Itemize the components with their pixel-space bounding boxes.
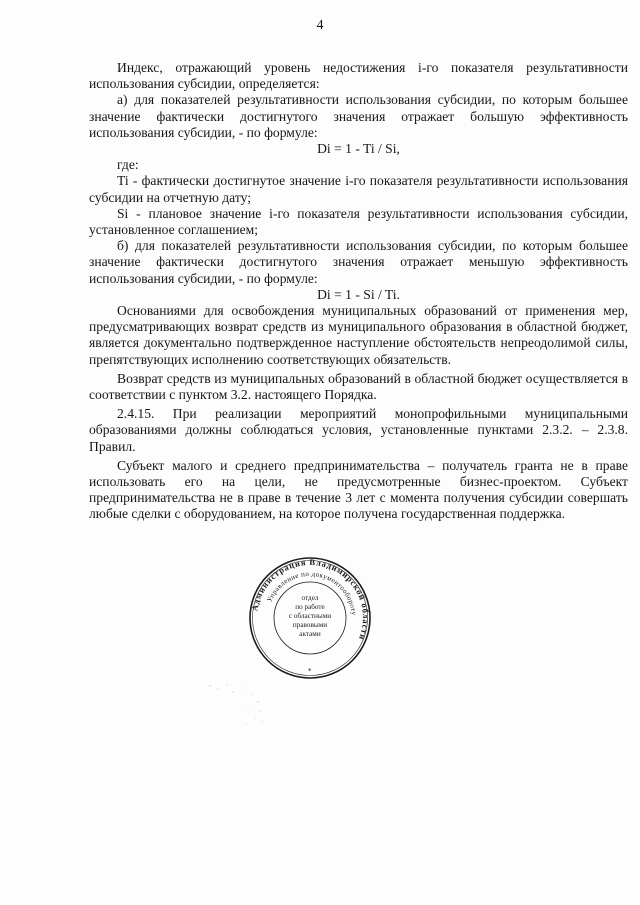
stamp-outer-ring-text: Администрация Владимирской области xyxy=(249,556,372,642)
paragraph-case-a: а) для показателей результативности использования субсидии, по которым большее значение фактически достигнутого значения отражает большую эффективность использования субсидии, - по формуле: xyxy=(89,92,628,140)
stamp-star: * xyxy=(308,667,312,675)
formula-a: Di = 1 - Ti / Si, xyxy=(317,141,400,157)
document-body xyxy=(89,60,628,523)
stamp-center-line: правовыми xyxy=(292,621,328,629)
stamp-center-line: по работе xyxy=(295,603,325,611)
paragraph-ti-definition: Ti - фактически достигнутое значение i-го показателя результативности использования субсидии на отчетную дату; xyxy=(89,173,628,205)
stamp-inner-ring-text: Управление по документообороту xyxy=(265,569,358,616)
page-number: 4 xyxy=(316,18,324,33)
stamp-center-line: отдел xyxy=(301,594,319,602)
paragraph-refund: Возврат средств из муниципальных образований в областной бюджет осуществляется в соответствии с пунктом 3.2. настоящего Порядка. xyxy=(89,370,628,403)
formula-b: Di = 1 - Si / Ti. xyxy=(317,286,400,302)
paragraph-case-b: б) для показателей результативности использования субсидии, по которым большее значение фактически достигнутого значения отражает меньшую эффективность использования субсидии, - по формуле: xyxy=(89,238,628,286)
paragraph-2-4-15: 2.4.15. При реализации мероприятий монопрофильными муниципальными образованиями должны соблюдаться условия, установленные пунктами 2.3.2. – 2.3.8. Правил. xyxy=(89,406,628,454)
paragraph-where: где: xyxy=(117,157,139,173)
official-stamp xyxy=(238,556,382,680)
stamp-center-line: с областными xyxy=(288,612,332,620)
paragraph-si-definition: Si - плановое значение i-го показателя результативности использования субсидии, установленное соглашением; xyxy=(89,205,628,238)
stamp-center-line: актами xyxy=(299,630,321,638)
paragraph-grant-usage: Субъект малого и среднего предпринимательства – получатель гранта не в праве использовать его на цели, не предусмотренные бизнес-проектом. Субъект предпринимательства не в праве в течение 3 лет с момента получения субсидии совершать любые сделки с оборудованием, на которое получена государственная поддержка. xyxy=(89,457,628,522)
scan-specks xyxy=(200,680,280,730)
paragraph-index-definition: Индекс, отражающий уровень недостижения i-го показателя результативности использования субсидии, определяется: xyxy=(89,60,628,92)
paragraph-exemption-grounds: Основаниями для освобождения муниципальных образований от применения мер, предусматривающих возврат средств из муниципального образования в областной бюджет, является документально подтвержденное наступление обстоятельств непреодолимой силы, препятствующих исполнению соответствующих обязательств. xyxy=(89,303,628,367)
